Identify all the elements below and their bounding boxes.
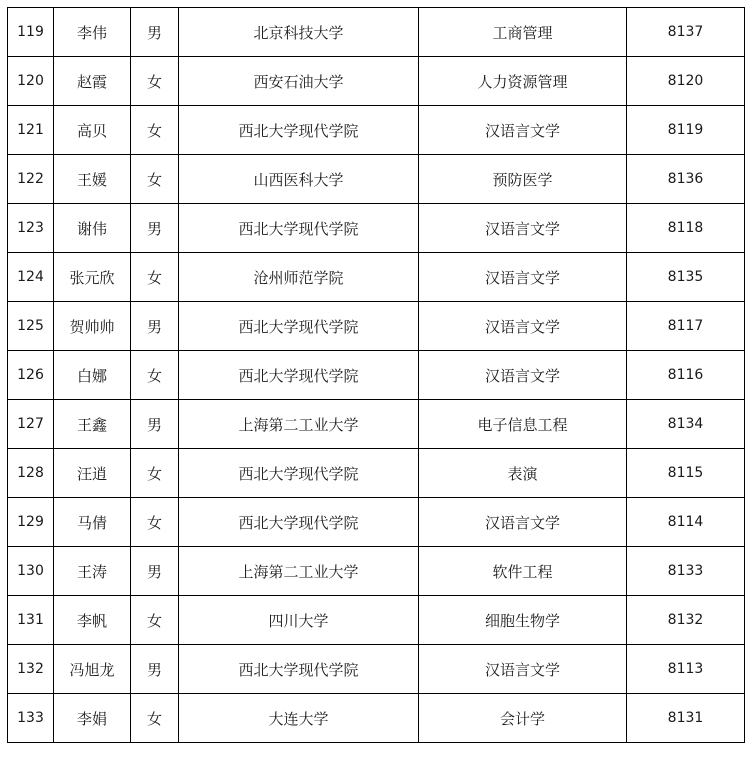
graduate-school: 大连大学 [179, 694, 419, 743]
student-gender: 女 [131, 596, 179, 645]
row-number: 131 [8, 596, 54, 645]
student-gender: 女 [131, 57, 179, 106]
row-number: 127 [8, 400, 54, 449]
graduate-school: 西北大学现代学院 [179, 302, 419, 351]
student-name: 马倩 [54, 498, 131, 547]
graduate-school: 西北大学现代学院 [179, 645, 419, 694]
student-name: 白娜 [54, 351, 131, 400]
row-number: 133 [8, 694, 54, 743]
student-name: 张元欣 [54, 253, 131, 302]
exam-code: 8134 [627, 400, 745, 449]
major: 细胞生物学 [419, 596, 627, 645]
graduate-school: 沧州师范学院 [179, 253, 419, 302]
graduate-school: 西北大学现代学院 [179, 204, 419, 253]
major: 汉语言文学 [419, 204, 627, 253]
exam-code: 8131 [627, 694, 745, 743]
table-row [8, 694, 745, 743]
graduate-school: 西北大学现代学院 [179, 351, 419, 400]
student-gender: 女 [131, 155, 179, 204]
exam-code: 8133 [627, 547, 745, 596]
row-number: 123 [8, 204, 54, 253]
graduate-school: 北京科技大学 [179, 8, 419, 57]
row-number: 126 [8, 351, 54, 400]
row-number: 124 [8, 253, 54, 302]
row-number: 122 [8, 155, 54, 204]
student-name: 王涛 [54, 547, 131, 596]
major: 人力资源管理 [419, 57, 627, 106]
graduate-school: 西安石油大学 [179, 57, 419, 106]
major: 汉语言文学 [419, 106, 627, 155]
student-name: 贺帅帅 [54, 302, 131, 351]
exam-code: 8136 [627, 155, 745, 204]
graduate-school: 西北大学现代学院 [179, 498, 419, 547]
student-gender: 男 [131, 302, 179, 351]
exam-code: 8119 [627, 106, 745, 155]
table-row [8, 302, 745, 351]
major: 电子信息工程 [419, 400, 627, 449]
graduate-school: 上海第二工业大学 [179, 400, 419, 449]
table-row [8, 57, 745, 106]
student-name: 王媛 [54, 155, 131, 204]
table-row [8, 596, 745, 645]
table-row [8, 253, 745, 302]
exam-code: 8117 [627, 302, 745, 351]
exam-code: 8135 [627, 253, 745, 302]
student-name: 冯旭龙 [54, 645, 131, 694]
student-name: 李娟 [54, 694, 131, 743]
student-name: 高贝 [54, 106, 131, 155]
student-gender: 男 [131, 8, 179, 57]
row-number: 121 [8, 106, 54, 155]
table-row [8, 498, 745, 547]
student-gender: 女 [131, 449, 179, 498]
student-name: 李帆 [54, 596, 131, 645]
major: 汉语言文学 [419, 351, 627, 400]
exam-code: 8120 [627, 57, 745, 106]
graduate-school: 山西医科大学 [179, 155, 419, 204]
row-number: 128 [8, 449, 54, 498]
student-name: 赵霞 [54, 57, 131, 106]
student-gender: 女 [131, 253, 179, 302]
graduate-school: 四川大学 [179, 596, 419, 645]
table-row [8, 155, 745, 204]
roster-table [7, 7, 745, 743]
major: 预防医学 [419, 155, 627, 204]
exam-code: 8113 [627, 645, 745, 694]
exam-code: 8114 [627, 498, 745, 547]
student-gender: 男 [131, 645, 179, 694]
major: 工商管理 [419, 8, 627, 57]
table-row [8, 400, 745, 449]
row-number: 120 [8, 57, 54, 106]
major: 会计学 [419, 694, 627, 743]
table-row [8, 204, 745, 253]
student-name: 李伟 [54, 8, 131, 57]
major: 表演 [419, 449, 627, 498]
row-number: 130 [8, 547, 54, 596]
student-gender: 女 [131, 351, 179, 400]
table-row [8, 547, 745, 596]
student-gender: 男 [131, 547, 179, 596]
student-gender: 女 [131, 106, 179, 155]
major: 汉语言文学 [419, 302, 627, 351]
student-name: 汪逍 [54, 449, 131, 498]
graduate-school: 西北大学现代学院 [179, 449, 419, 498]
student-gender: 女 [131, 694, 179, 743]
table-row [8, 449, 745, 498]
major: 汉语言文学 [419, 645, 627, 694]
major: 软件工程 [419, 547, 627, 596]
major: 汉语言文学 [419, 253, 627, 302]
graduate-school: 上海第二工业大学 [179, 547, 419, 596]
exam-code: 8137 [627, 8, 745, 57]
roster-body [8, 8, 745, 743]
row-number: 129 [8, 498, 54, 547]
table-row [8, 8, 745, 57]
exam-code: 8118 [627, 204, 745, 253]
row-number: 119 [8, 8, 54, 57]
table-row [8, 106, 745, 155]
student-gender: 男 [131, 204, 179, 253]
exam-code: 8115 [627, 449, 745, 498]
student-name: 王鑫 [54, 400, 131, 449]
student-gender: 男 [131, 400, 179, 449]
row-number: 125 [8, 302, 54, 351]
exam-code: 8132 [627, 596, 745, 645]
table-row [8, 645, 745, 694]
student-gender: 女 [131, 498, 179, 547]
major: 汉语言文学 [419, 498, 627, 547]
graduate-school: 西北大学现代学院 [179, 106, 419, 155]
exam-code: 8116 [627, 351, 745, 400]
table-row [8, 351, 745, 400]
student-name: 谢伟 [54, 204, 131, 253]
row-number: 132 [8, 645, 54, 694]
